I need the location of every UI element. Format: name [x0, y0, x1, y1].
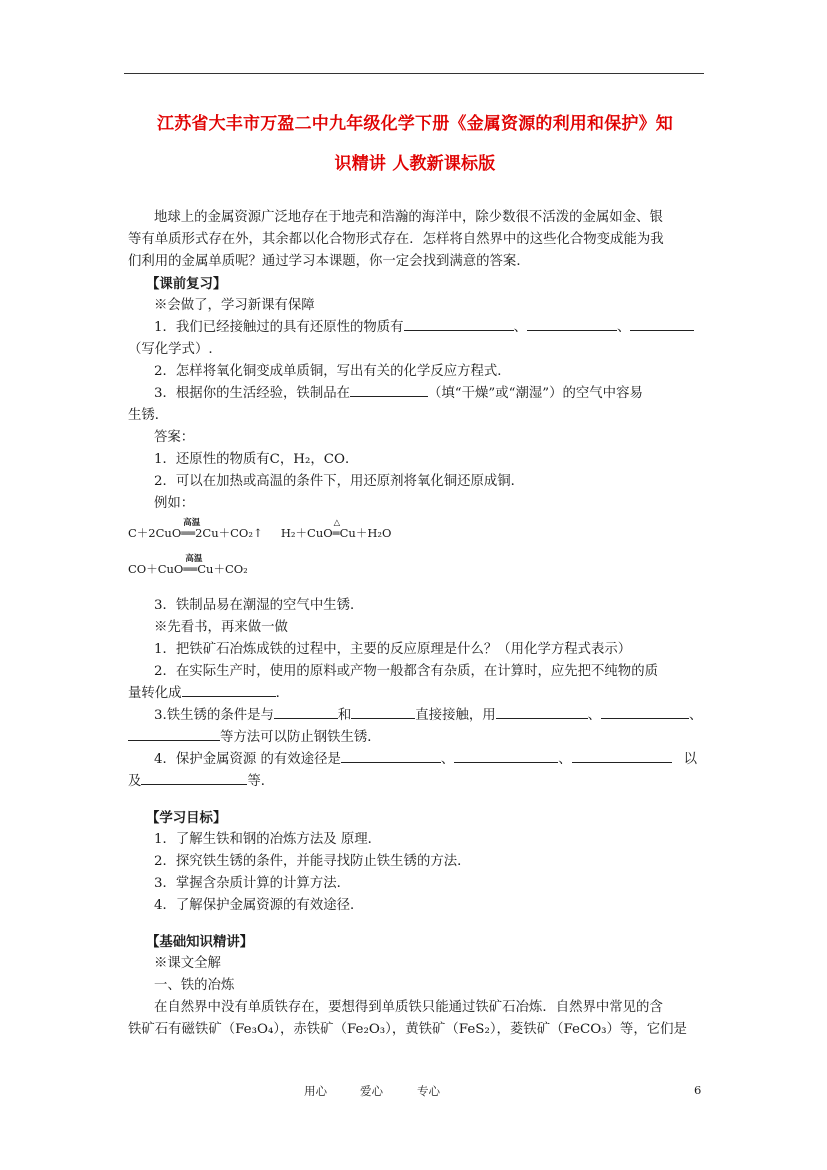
- basics-subheading: ※课文全解: [154, 956, 221, 971]
- section-spacer: [128, 793, 702, 807]
- preview-question-3: 3.铁生锈的条件是与 和 直接接触，用 、 、: [128, 705, 702, 727]
- answer-blank[interactable]: [454, 749, 558, 763]
- footer-word-2: 爱心: [360, 1084, 383, 1098]
- preview-question-4: 4．保护金属资源 的有效途径是 、 、 以: [128, 749, 702, 771]
- footer-word-3: 专心: [417, 1084, 440, 1098]
- document-body: [128, 207, 702, 1041]
- answer-blank[interactable]: [404, 317, 514, 331]
- basics-paragraph-line-1: 在自然界中没有单质铁存在，要想得到单质铁只能通过铁矿石冶炼．自然界中常见的含: [154, 1000, 663, 1015]
- reaction-arrow: 高温 ══: [181, 518, 201, 540]
- review-question-1-cont: （写化学式）.: [128, 342, 213, 357]
- answer-blank[interactable]: [527, 317, 617, 331]
- header-rule: [124, 73, 704, 74]
- answer-blank[interactable]: [274, 705, 338, 719]
- equation-line-1: [128, 518, 702, 543]
- answer-blank[interactable]: [341, 749, 441, 763]
- equation-line-2: [128, 554, 702, 579]
- review-question-3-cont: 生锈．: [128, 408, 169, 423]
- reaction-arrow: 高温 ══: [183, 554, 203, 576]
- goal-item: 3．掌握含杂质计算的计算方法．: [154, 876, 350, 891]
- preview-question-4-cont: 及 等．: [128, 771, 702, 793]
- answer-1: 1．还原性的物质有C，H₂，CO．: [154, 452, 359, 467]
- goal-item: 4．了解保护金属资源的有效途径．: [154, 898, 364, 913]
- document-title-line-1: 江苏省大丰市万盈二中九年级化学下册《金属资源的利用和保护》知: [157, 114, 673, 134]
- document-title-line-2: 识精讲 人教新课标版: [334, 154, 496, 174]
- section-title-iron-smelting: 一、铁的冶炼: [154, 978, 235, 993]
- footer-word-1: 用心: [304, 1084, 327, 1098]
- preview-question-2: 2．在实际生产时，使用的原料或产物一般都含有杂质，在计算时，应先把不纯物的质: [154, 664, 658, 679]
- answer-blank[interactable]: [351, 705, 415, 719]
- answer-2: 2．可以在加热或高温的条件下，用还原剂将氧化铜还原成铜．: [154, 474, 525, 489]
- answer-label: 答案：: [154, 430, 195, 445]
- preview-question-1: 1．把铁矿石冶炼成铁的过程中，主要的反应原理是什么？（用化学方程式表示）: [154, 642, 632, 657]
- review-question-2: 2．怎样将氧化铜变成单质铜，写出有关的化学反应方程式．: [154, 364, 511, 379]
- review-subheading: ※会做了，学习新课有保障: [154, 298, 315, 313]
- answer-blank[interactable]: [572, 749, 672, 763]
- page-number: 6: [694, 1083, 702, 1097]
- goal-item: 2．探究铁生锈的条件，并能寻找防止铁生锈的方法．: [154, 854, 471, 869]
- review-heading: 【课前复习】: [146, 276, 227, 292]
- equation-1: C＋2CuO 高温 ══2Cu＋CO₂↑: [128, 526, 263, 540]
- answer-blank[interactable]: [128, 727, 220, 741]
- answer-blank[interactable]: [601, 705, 689, 719]
- equation-2: H₂＋CuO △ ═Cu＋H₂O: [281, 526, 392, 540]
- example-label: 例如：: [154, 496, 195, 511]
- intro-line-1: 地球上的金属资源广泛地存在于地壳和浩瀚的海洋中，除少数很不活泼的金属如金、银: [154, 210, 663, 225]
- answer-blank[interactable]: [182, 683, 276, 697]
- goal-item: 1．了解生铁和钢的冶炼方法及 原理．: [154, 832, 382, 847]
- section-spacer: [128, 917, 702, 931]
- basics-paragraph-line-2: 铁矿石有磁铁矿（Fe₃O₄），赤铁矿（Fe₂O₃），黄铁矿（FeS₂），菱铁矿（FeCO₃）等，它们是: [128, 1022, 687, 1037]
- preview-question-3-cont: 等方法可以防止钢铁生锈．: [128, 727, 702, 749]
- review-question-1: 1．我们已经接触过的具有还原性的物质有 、 、: [128, 317, 702, 339]
- preview-question-2-cont: 量转化成 ．: [128, 683, 702, 705]
- answer-blank[interactable]: [350, 383, 428, 397]
- preview-subheading: ※先看书，再来做一做: [154, 620, 288, 635]
- intro-line-2: 等有单质形式存在外，其余都以化合物形式存在．怎样将自然界中的这些化合物变成能为我: [128, 232, 664, 247]
- reaction-arrow: △ ═: [332, 518, 341, 540]
- basics-heading: 【基础知识精讲】: [146, 934, 254, 950]
- answer-blank[interactable]: [496, 705, 588, 719]
- equation-3: CO＋CuO 高温 ══Cu＋CO₂: [128, 562, 248, 576]
- answer-blank[interactable]: [141, 771, 247, 785]
- goals-heading: 【学习目标】: [146, 810, 227, 826]
- review-question-3: 3．根据你的生活经验，铁制品在 （填“干燥”或“潮湿”）的空气中容易: [128, 383, 702, 405]
- answer-blank[interactable]: [630, 317, 694, 331]
- answer-3: 3．铁制品易在潮湿的空气中生锈．: [154, 598, 364, 613]
- intro-line-3: 们利用的金属单质呢？通过学习本课题，你一定会找到满意的答案．: [128, 254, 530, 269]
